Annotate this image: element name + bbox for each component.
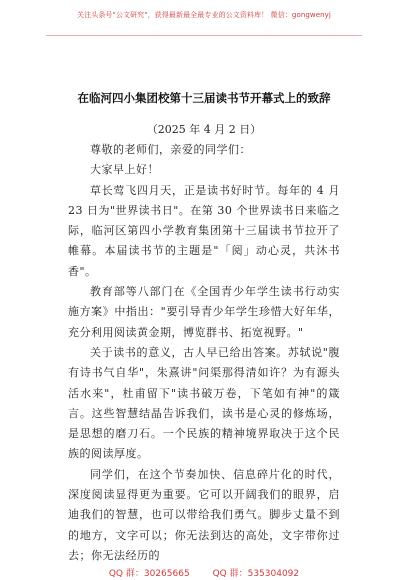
paragraph: 关于读书的意义，古人早已给出答案。苏轼说"腹有诗书气自华"，朱熹讲"问渠那得清如许？为有源头活水来"，杜甫留下"读书破万卷，下笔如有神"的箴言。这些智慧结晶告诉我们，读书是心灵的修炼场，是思想的磨刀石。一个民族的精神境界取决于这个民族的阅读厚度。: [68, 345, 340, 461]
document-body: [68, 140, 340, 566]
greeting: 大家早上好！: [90, 163, 159, 177]
page-footer: [0, 566, 408, 579]
paragraph: 同学们，在这个节奏加快、信息碎片化的时代，深度阅读显得更为重要。它可以开阔我们的眼界，启迪我们的智慧，也可以带给我们勇气。脚步丈量不到的地方，文字可以；你无法到达的高处，文字带你过去；你无法经历的: [68, 467, 340, 562]
paragraph: 教育部等八部门在《全国青少年学生读书行动实施方案》中指出："要引导青少年学生珍惜大好年华，充分利用阅读黄金期，博览群书、拓宽视野。": [68, 285, 340, 339]
document-title: 在临河四小集团校第十三届读书节开幕式上的致辞: [77, 91, 331, 105]
salutation: 尊敬的老师们，亲爱的同学们：: [90, 143, 251, 156]
page-header: [0, 0, 408, 36]
document-date: （2025 年 4 月 2 日）: [146, 123, 262, 136]
header-banner: 关注头条号"公文研究"，获得最新最全最专业的公文资料库！ 微信：gongwenyj: [77, 11, 331, 19]
paragraph: 草长莺飞四月天，正是读书好时节。每年的 4 月 23 日为"世界读书日"。在第 30 个世界读书日来临之际，临河区第四小学教育集团第十三届读书节拉开了帷幕。本届读书节的主题是"「阅」动心灵，共沐书香"。: [68, 183, 340, 278]
header-divider: [46, 35, 362, 36]
footer-qq-group-2: QQ 群：535304092: [212, 569, 300, 579]
footer-qq-group-1: QQ 群：30265665: [108, 569, 190, 579]
